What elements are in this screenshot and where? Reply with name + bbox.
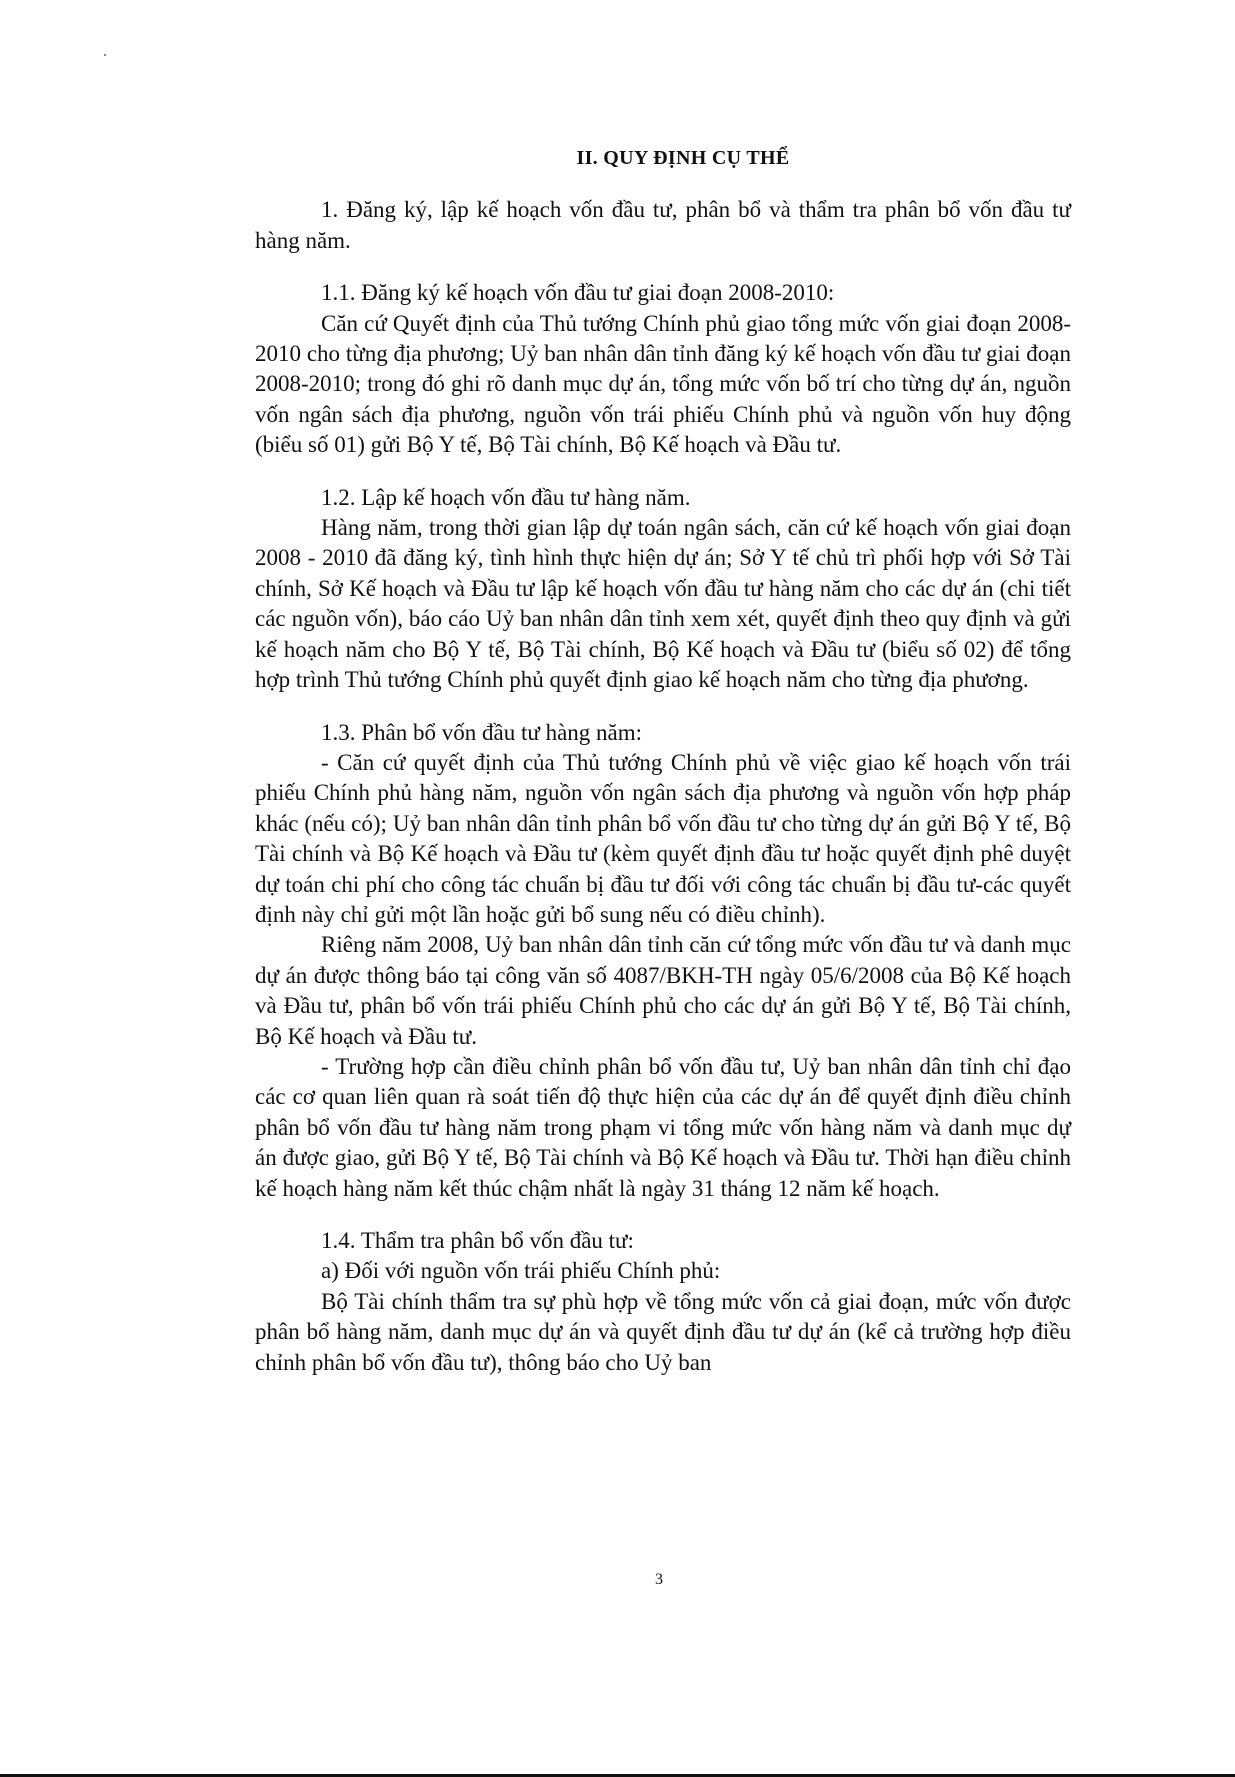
paragraph-1-2-title: 1.2. Lập kế hoạch vốn đầu tư hàng năm. — [321, 484, 691, 510]
paragraph-1-2-body: Hàng năm, trong thời gian lập dự toán ngân sách, căn cứ kế hoạch vốn giai đoạn 2008 - 2010 đã đăng ký, tình hình thực hiện dự án; Sở Y tế chủ trì phối hợp với Sở Tài chính, Sở Kế hoạch và Đầu tư lập kế hoạch vốn đầu tư hàng năm cho các dự án (chi tiết các nguồn vốn), báo cáo Uỷ ban nhân dân tỉnh xem xét, quyết định theo quy định và gửi kế hoạch năm cho Bộ Y tế, Bộ Tài chính, Bộ Kế hoạch và Đầu tư (biểu số 02) để tổng hợp trình Thủ tướng Chính phủ quyết định giao kế hoạch năm cho từng địa phương. — [255, 515, 1071, 693]
section-heading: II. QUY ĐỊNH CỤ THỂ — [576, 147, 790, 169]
paragraph-1-3-body-c: - Trường hợp cần điều chỉnh phân bổ vốn đầu tư, Uỷ ban nhân dân tỉnh chỉ đạo các cơ quan liên quan rà soát tiến độ thực hiện của các dự án để quyết định điều chỉnh phân bổ vốn đầu tư hàng năm trong phạm vi tổng mức vốn hàng năm và danh mục dự án được giao, gửi Bộ Y tế, Bộ Tài chính và Bộ Kế hoạch và Đầu tư. Thời hạn điều chỉnh kế hoạch hàng năm kết thúc chậm nhất là ngày 31 tháng 12 năm kế hoạch. — [255, 1053, 1071, 1201]
scan-speck — [104, 54, 106, 56]
paragraph-1-4-subtitle: a) Đối với nguồn vốn trái phiếu Chính phủ: — [321, 1258, 721, 1284]
paragraph-1-4-body: Bộ Tài chính thẩm tra sự phù hợp về tổng mức vốn cả giai đoạn, mức vốn được phân bổ hàng năm, danh mục dự án và quyết định đầu tư dự án (kể cả trường hợp điều chỉnh phân bổ vốn đầu tư), thông báo cho Uỷ ban — [255, 1288, 1071, 1375]
paragraph-1-4-title: 1.4. Thẩm tra phân bổ vốn đầu tư: — [321, 1228, 634, 1253]
paragraph-1-3-body-b: Riêng năm 2008, Uỷ ban nhân dân tỉnh căn cứ tổng mức vốn đầu tư và danh mục dự án được thông báo tại công văn số 4087/BKH-TH ngày 05/6/2008 của Bộ Kế hoạch và Đầu tư, phân bổ vốn trái phiếu Chính phủ cho các dự án gửi Bộ Y tế, Bộ Tài chính, Bộ Kế hoạch và Đầu tư. — [255, 932, 1071, 1049]
paragraph-1: 1. Đăng ký, lập kế hoạch vốn đầu tư, phân bổ và thẩm tra phân bổ vốn đầu tư hàng năm. — [255, 197, 1071, 253]
paragraph-1-3-title: 1.3. Phân bổ vốn đầu tư hàng năm: — [321, 719, 643, 745]
document-body — [255, 143, 1071, 1378]
paragraph-1-1-title: 1.1. Đăng ký kế hoạch vốn đầu tư giai đoạn 2008-2010: — [321, 280, 835, 306]
paragraph-1-3-body-a: - Căn cứ quyết định của Thủ tướng Chính phủ về việc giao kế hoạch vốn trái phiếu Chính phủ hàng năm, nguồn vốn ngân sách địa phương và nguồn vốn hợp pháp khác (nếu có); Uỷ ban nhân dân tỉnh phân bổ vốn đầu tư cho từng dự án gửi Bộ Y tế, Bộ Tài chính và Bộ Kế hoạch và Đầu tư (kèm quyết định đầu tư hoặc quyết định phê duyệt dự toán chi phí cho công tác chuẩn bị đầu tư đối với công tác chuẩn bị đầu tư-các quyết định này chỉ gửi một lần hoặc gửi bổ sung nếu có điều chỉnh). — [255, 749, 1071, 927]
page-number: 3 — [655, 1571, 663, 1588]
paragraph-1-1-body: Căn cứ Quyết định của Thủ tướng Chính phủ giao tổng mức vốn giai đoạn 2008-2010 cho từng địa phương; Uỷ ban nhân dân tỉnh đăng ký kế hoạch vốn đầu tư giai đoạn 2008-2010; trong đó ghi rõ danh mục dự án, tổng mức vốn bố trí cho từng dự án, nguồn vốn ngân sách địa phương, nguồn vốn trái phiếu Chính phủ và nguồn vốn huy động (biểu số 01) gửi Bộ Y tế, Bộ Tài chính, Bộ Kế hoạch và Đầu tư. — [255, 310, 1071, 458]
